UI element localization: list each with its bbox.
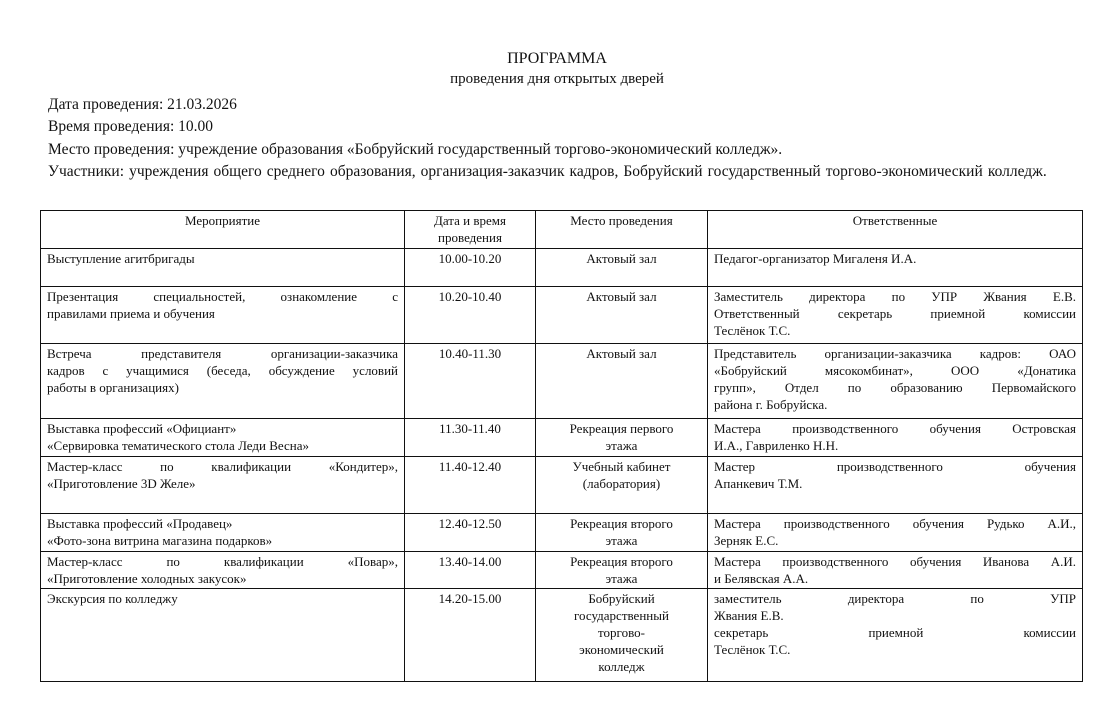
- cell-place: Актовый зал: [536, 344, 708, 419]
- table-row: [41, 589, 1083, 682]
- cell-place: Рекреация первого этажа: [536, 419, 708, 457]
- cell-responsible: [708, 249, 1083, 287]
- event-place: Место проведения: учреждение образования «Бобруйский государственный торгово-экономический колледж».: [48, 141, 783, 158]
- cell-responsible: [708, 457, 1083, 514]
- cell-time: 11.30-11.40: [405, 419, 536, 457]
- responsible-line: района г. Бобруйска.: [714, 397, 828, 412]
- cell-responsible: [708, 589, 1083, 682]
- event-time: Время проведения: 10.00: [48, 118, 214, 135]
- cell-time: 10.00-10.20: [405, 249, 536, 287]
- table-row: [41, 552, 1083, 589]
- event-line: «Приготовление холодных закусок»: [47, 571, 247, 586]
- event-date: Дата проведения: 21.03.2026: [48, 96, 237, 113]
- responsible-line: Ответственный секретарь приемной комиссии: [714, 306, 1076, 321]
- responsible-line: и Белявская А.А.: [714, 571, 809, 586]
- responsible-line: Теслёнок Т.С.: [714, 642, 791, 657]
- event-line: Мастер-класс по квалификации «Кондитер»,: [47, 459, 398, 474]
- cell-time: 14.20-15.00: [405, 589, 536, 682]
- table-row: [41, 249, 1083, 287]
- responsible-line: И.А., Гавриленко Н.Н.: [714, 438, 839, 453]
- cell-time: 10.20-10.40: [405, 287, 536, 344]
- cell-place: Бобруйский государственный торгово-экономический колледж: [536, 589, 708, 682]
- responsible-line: Мастер производственного обучения: [714, 459, 1076, 474]
- event-line: Презентация специальностей, ознакомление с: [47, 289, 398, 304]
- document-title: ПРОГРАММА: [507, 50, 607, 67]
- program-table: [40, 210, 1083, 682]
- table-row: [41, 419, 1083, 457]
- cell-event: [41, 344, 405, 419]
- cell-place: Учебный кабинет (лаборатория): [536, 457, 708, 514]
- cell-event: [41, 419, 405, 457]
- cell-place: Актовый зал: [536, 287, 708, 344]
- responsible-line: заместитель директора по УПР: [714, 591, 1076, 606]
- cell-event: [41, 457, 405, 514]
- responsible-line: Мастера производственного обучения Островская: [714, 421, 1076, 436]
- cell-event: [41, 249, 405, 287]
- cell-responsible: [708, 552, 1083, 589]
- cell-responsible: [708, 419, 1083, 457]
- cell-event: [41, 552, 405, 589]
- header-time: Дата и время проведения: [405, 211, 536, 249]
- event-line: «Приготовление 3D Желе»: [47, 476, 196, 491]
- responsible-line: Мастера производственного обучения Иванова А.И.: [714, 554, 1076, 569]
- table-row: [41, 457, 1083, 514]
- cell-responsible: [708, 514, 1083, 552]
- event-participants: Участники: учреждения общего среднего образования, организация-заказчик кадров, Бобруйский государственный торгово-экономический колледж.: [48, 163, 1047, 180]
- cell-time: 10.40-11.30: [405, 344, 536, 419]
- responsible-line: Мастера производственного обучения Рудько А.И.,: [714, 516, 1076, 531]
- event-line: работы в организациях): [47, 380, 179, 395]
- document-subtitle: проведения дня открытых дверей: [450, 71, 664, 87]
- event-line: правилами приема и обучения: [47, 306, 215, 321]
- responsible-line: «Бобруйский мясокомбинат», ООО «Донатика: [714, 363, 1076, 378]
- event-line: «Фото-зона витрина магазина подарков»: [47, 533, 273, 548]
- event-line: кадров с учащимися (беседа, обсуждение условий: [47, 363, 398, 378]
- header-event: Мероприятие: [41, 211, 405, 249]
- responsible-line: Апанкевич Т.М.: [714, 476, 803, 491]
- event-line: «Сервировка тематического стола Леди Весна»: [47, 438, 309, 453]
- cell-time: 11.40-12.40: [405, 457, 536, 514]
- cell-place: Актовый зал: [536, 249, 708, 287]
- cell-place: Рекреация второго этажа: [536, 552, 708, 589]
- cell-time: 12.40-12.50: [405, 514, 536, 552]
- event-line: Мастер-класс по квалификации «Повар»,: [47, 554, 398, 569]
- responsible-line: Теслёнок Т.С.: [714, 323, 791, 338]
- responsible-line: Представитель организации-заказчика кадров: ОАО: [714, 346, 1076, 361]
- responsible-line: Зерняк Е.С.: [714, 533, 779, 548]
- responsible-line: секретарь приемной комиссии: [714, 625, 1076, 640]
- cell-event: [41, 514, 405, 552]
- header-responsible: Ответственные: [708, 211, 1083, 249]
- cell-event: [41, 589, 405, 682]
- event-line: Выступление агитбригады: [47, 251, 195, 266]
- table-row: [41, 287, 1083, 344]
- responsible-line: Заместитель директора по УПР Жвания Е.В.: [714, 289, 1076, 304]
- cell-time: 13.40-14.00: [405, 552, 536, 589]
- event-line: Встреча представителя организации-заказчика: [47, 346, 398, 361]
- table-row: [41, 344, 1083, 419]
- event-line: Экскурсия по колледжу: [47, 591, 178, 606]
- cell-responsible: [708, 344, 1083, 419]
- table-row: [41, 514, 1083, 552]
- responsible-line: Жвания Е.В.: [714, 608, 784, 623]
- table-body: [41, 249, 1083, 682]
- responsible-line: групп», Отдел по образованию Первомайского: [714, 380, 1076, 395]
- header-place: Место проведения: [536, 211, 708, 249]
- cell-place: Рекреация второго этажа: [536, 514, 708, 552]
- cell-event: [41, 287, 405, 344]
- cell-responsible: [708, 287, 1083, 344]
- event-line: Выставка профессий «Официант»: [47, 421, 237, 436]
- event-line: Выставка профессий «Продавец»: [47, 516, 233, 531]
- table-header-row: [41, 211, 1083, 249]
- responsible-line: Педагог-организатор Мигаленя И.А.: [714, 251, 917, 266]
